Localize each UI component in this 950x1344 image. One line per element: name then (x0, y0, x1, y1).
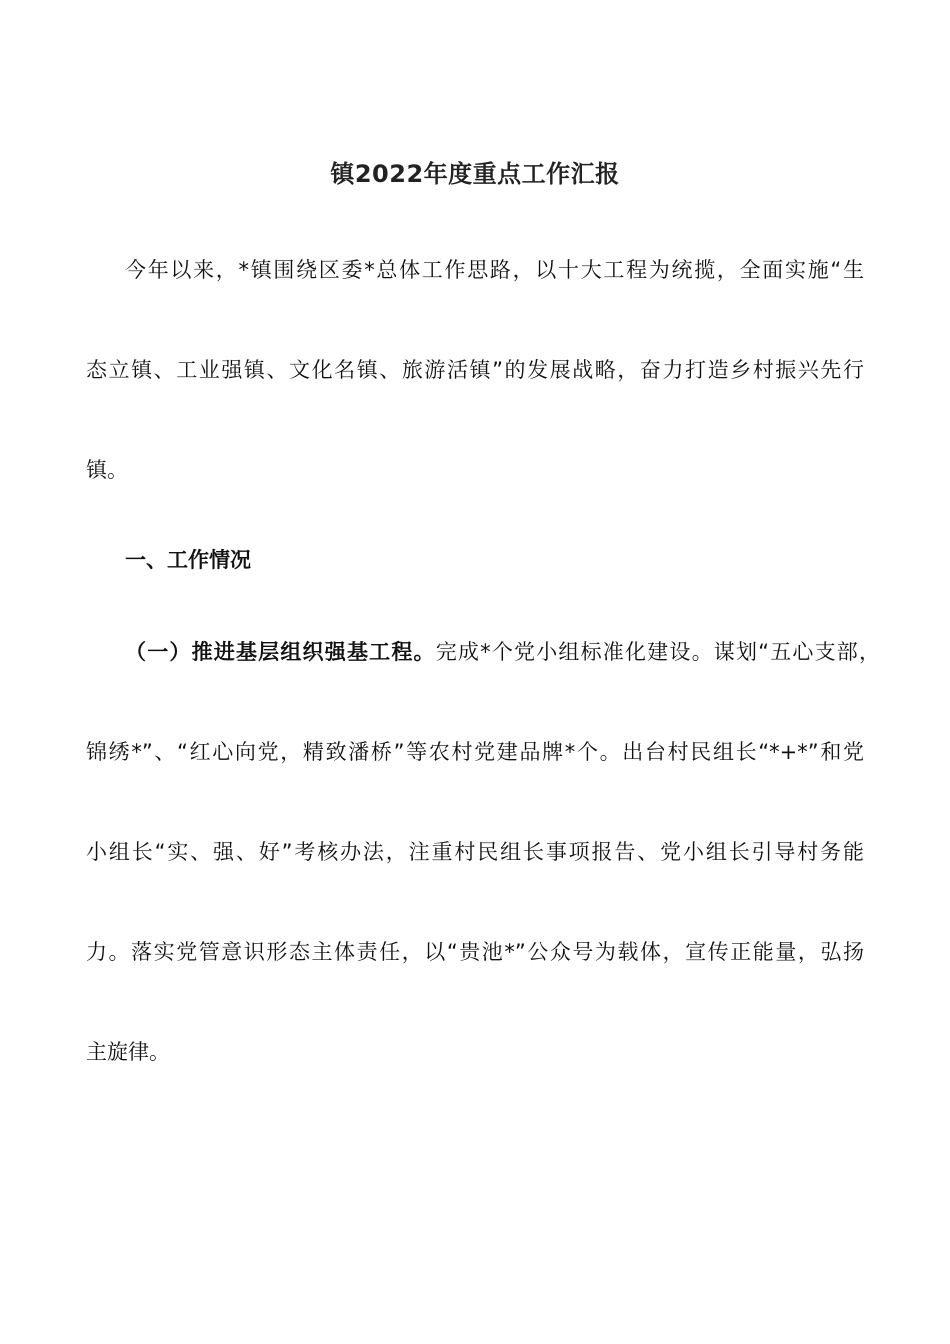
item1-line-4: 力。落实党管意识形态主体责任，以“贵池*”公众号为载体，宣传正能量，弘扬 (86, 940, 864, 964)
section-heading: 一、工作情况 (125, 548, 251, 572)
item1-line-5: 主旋律。 (86, 1040, 170, 1064)
document-title: 镇2022年度重点工作汇报 (330, 160, 620, 188)
item1-lead: （一）推进基层组织强基工程。 (125, 640, 436, 664)
item1-line-2: 锦绣*”、“红心向党，精致潘桥”等农村党建品牌*个。出台村民组长“*+*”和党 (86, 740, 864, 764)
intro-line-2: 态立镇、工业强镇、文化名镇、旅游活镇”的发展战略，奋力打造乡村振兴先行 (86, 358, 864, 382)
intro-line-3: 镇。 (86, 458, 128, 482)
item1-line-3: 小组长“实、强、好”考核办法，注重村民组长事项报告、党小组长引导村务能 (86, 840, 864, 864)
item1-line-1-rest: 完成*个党小组标准化建设。谋划“五心支部， (435, 640, 881, 664)
intro-line-1: 今年以来，*镇围绕区委*总体工作思路，以十大工程为统揽，全面实施“生 (125, 258, 864, 282)
item1-line-1 (125, 637, 880, 667)
